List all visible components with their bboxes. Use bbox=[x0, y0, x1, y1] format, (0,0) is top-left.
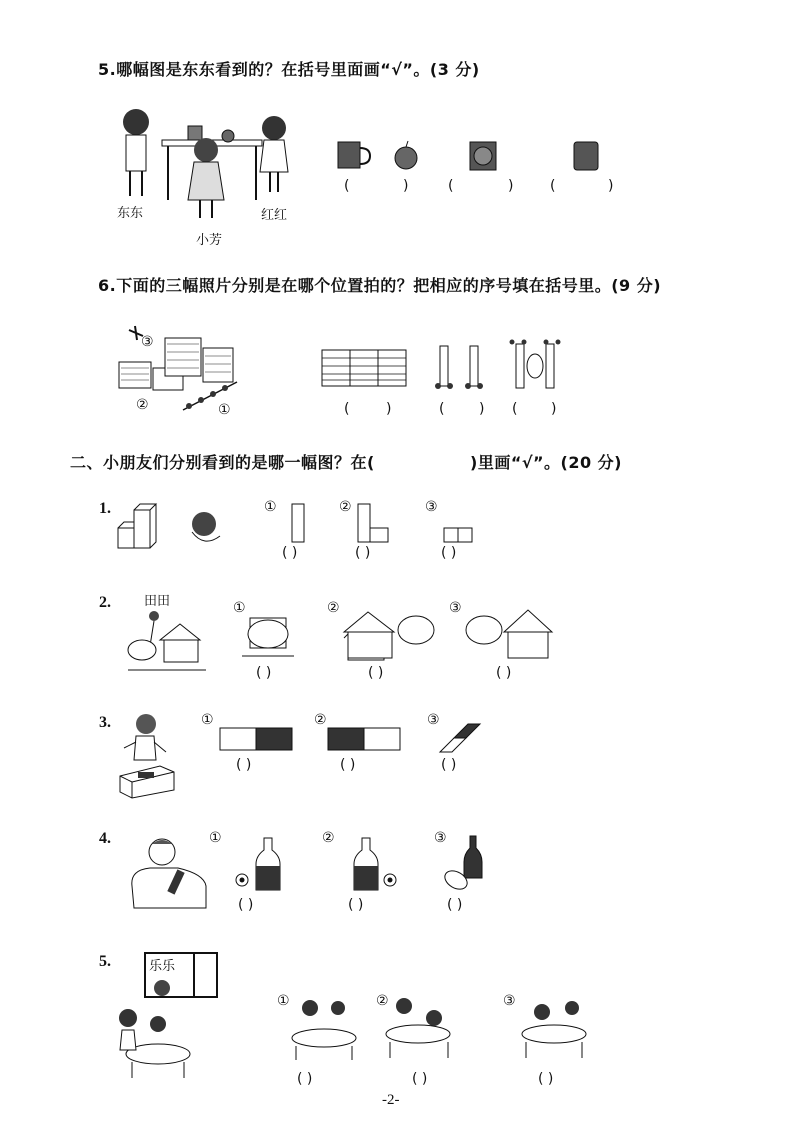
p3-answer-2[interactable]: ( ) bbox=[340, 757, 356, 773]
p3-option-2-label: ② bbox=[314, 712, 327, 728]
q6-answer-3-open[interactable]: ( bbox=[512, 401, 518, 417]
p3-answer-1[interactable]: ( ) bbox=[236, 757, 252, 773]
p1-options bbox=[286, 502, 486, 544]
q5-options bbox=[336, 138, 626, 178]
q5-scene bbox=[110, 100, 300, 250]
p5-answer-2[interactable]: ( ) bbox=[412, 1071, 428, 1087]
p3-figure bbox=[114, 712, 184, 798]
q6-answer-1-open[interactable]: ( bbox=[344, 401, 350, 417]
p4-answer-1[interactable]: ( ) bbox=[238, 897, 254, 913]
q5-answer-3-open[interactable]: ( bbox=[550, 178, 556, 194]
p1-answer-1[interactable]: ( ) bbox=[282, 545, 298, 561]
q6-photos bbox=[320, 336, 570, 392]
p5-answer-3[interactable]: ( ) bbox=[538, 1071, 554, 1087]
p5-answer-1[interactable]: ( ) bbox=[297, 1071, 313, 1087]
p4-options bbox=[234, 834, 494, 894]
p2-options-2-3 bbox=[338, 604, 558, 664]
p5-option-3-label: ③ bbox=[503, 993, 516, 1009]
q6-marker-2: ② bbox=[136, 397, 149, 413]
p2-answer-1[interactable]: ( ) bbox=[256, 665, 272, 681]
q5-answer-1-open[interactable]: ( bbox=[344, 178, 350, 194]
dongdong-label: 东东 bbox=[117, 206, 144, 221]
p1-number: 1. bbox=[99, 500, 111, 517]
p5-option-2-label: ② bbox=[376, 993, 389, 1009]
p4-option-1-label: ① bbox=[209, 830, 222, 846]
p5-number: 5. bbox=[99, 953, 111, 970]
p4-answer-3[interactable]: ( ) bbox=[447, 897, 463, 913]
p2-name: 田田 bbox=[144, 594, 171, 609]
q6-answer-1-close[interactable]: ) bbox=[386, 401, 392, 417]
p3-number: 3. bbox=[99, 714, 111, 731]
q5-title: 5.哪幅图是东东看到的？在括号里面画“√”。(3 分) bbox=[98, 60, 480, 79]
q6-marker-3: ③ bbox=[141, 334, 154, 350]
p5-figure bbox=[112, 1006, 194, 1080]
p4-option-3-label: ③ bbox=[434, 830, 447, 846]
q6-answer-2-open[interactable]: ( bbox=[439, 401, 445, 417]
q6-marker-1: ① bbox=[218, 402, 231, 418]
q5-answer-3-close[interactable]: ) bbox=[608, 178, 614, 194]
p4-option-2-label: ② bbox=[322, 830, 335, 846]
q6-answer-2-close[interactable]: ) bbox=[479, 401, 485, 417]
xiaofang-label: 小芳 bbox=[196, 233, 223, 248]
section2-title: 二、小朋友们分别看到的是哪一幅图？在( bbox=[70, 453, 375, 472]
section2-title-end: )里画“√”。(20 分) bbox=[470, 453, 622, 472]
p2-option-1-label: ① bbox=[233, 600, 246, 616]
p3-options bbox=[218, 722, 478, 756]
p4-answer-2[interactable]: ( ) bbox=[348, 897, 364, 913]
p1-figure bbox=[116, 506, 236, 550]
q5-answer-1-close[interactable]: ) bbox=[403, 178, 409, 194]
p3-option-1-label: ① bbox=[201, 712, 214, 728]
p2-answer-2[interactable]: ( ) bbox=[368, 665, 384, 681]
q6-answer-3-close[interactable]: ) bbox=[551, 401, 557, 417]
q5-answer-2-open[interactable]: ( bbox=[448, 178, 454, 194]
p1-answer-3[interactable]: ( ) bbox=[441, 545, 457, 561]
page-number: -2- bbox=[382, 1092, 400, 1108]
p1-option-2-label: ② bbox=[339, 499, 352, 515]
p2-number: 2. bbox=[99, 594, 111, 611]
p2-answer-3[interactable]: ( ) bbox=[496, 665, 512, 681]
p3-answer-3[interactable]: ( ) bbox=[441, 757, 457, 773]
p1-option-1-label: ① bbox=[264, 499, 277, 515]
p1-option-3-label: ③ bbox=[425, 499, 438, 515]
p5-name: 乐乐 bbox=[149, 959, 176, 974]
p5-option-1-label: ① bbox=[277, 993, 290, 1009]
p4-number: 4. bbox=[99, 830, 111, 847]
q6-title: 6.下面的三幅照片分别是在哪个位置拍的？把相应的序号填在括号里。(9 分) bbox=[98, 276, 662, 295]
q5-answer-2-close[interactable]: ) bbox=[508, 178, 514, 194]
p5-options bbox=[278, 996, 598, 1062]
p3-option-3-label: ③ bbox=[427, 712, 440, 728]
p1-answer-2[interactable]: ( ) bbox=[355, 545, 371, 561]
p4-figure bbox=[126, 834, 216, 916]
p2-option-3-label: ③ bbox=[449, 600, 462, 616]
p2-option-2-label: ② bbox=[327, 600, 340, 616]
honghong-label: 红红 bbox=[261, 208, 288, 223]
